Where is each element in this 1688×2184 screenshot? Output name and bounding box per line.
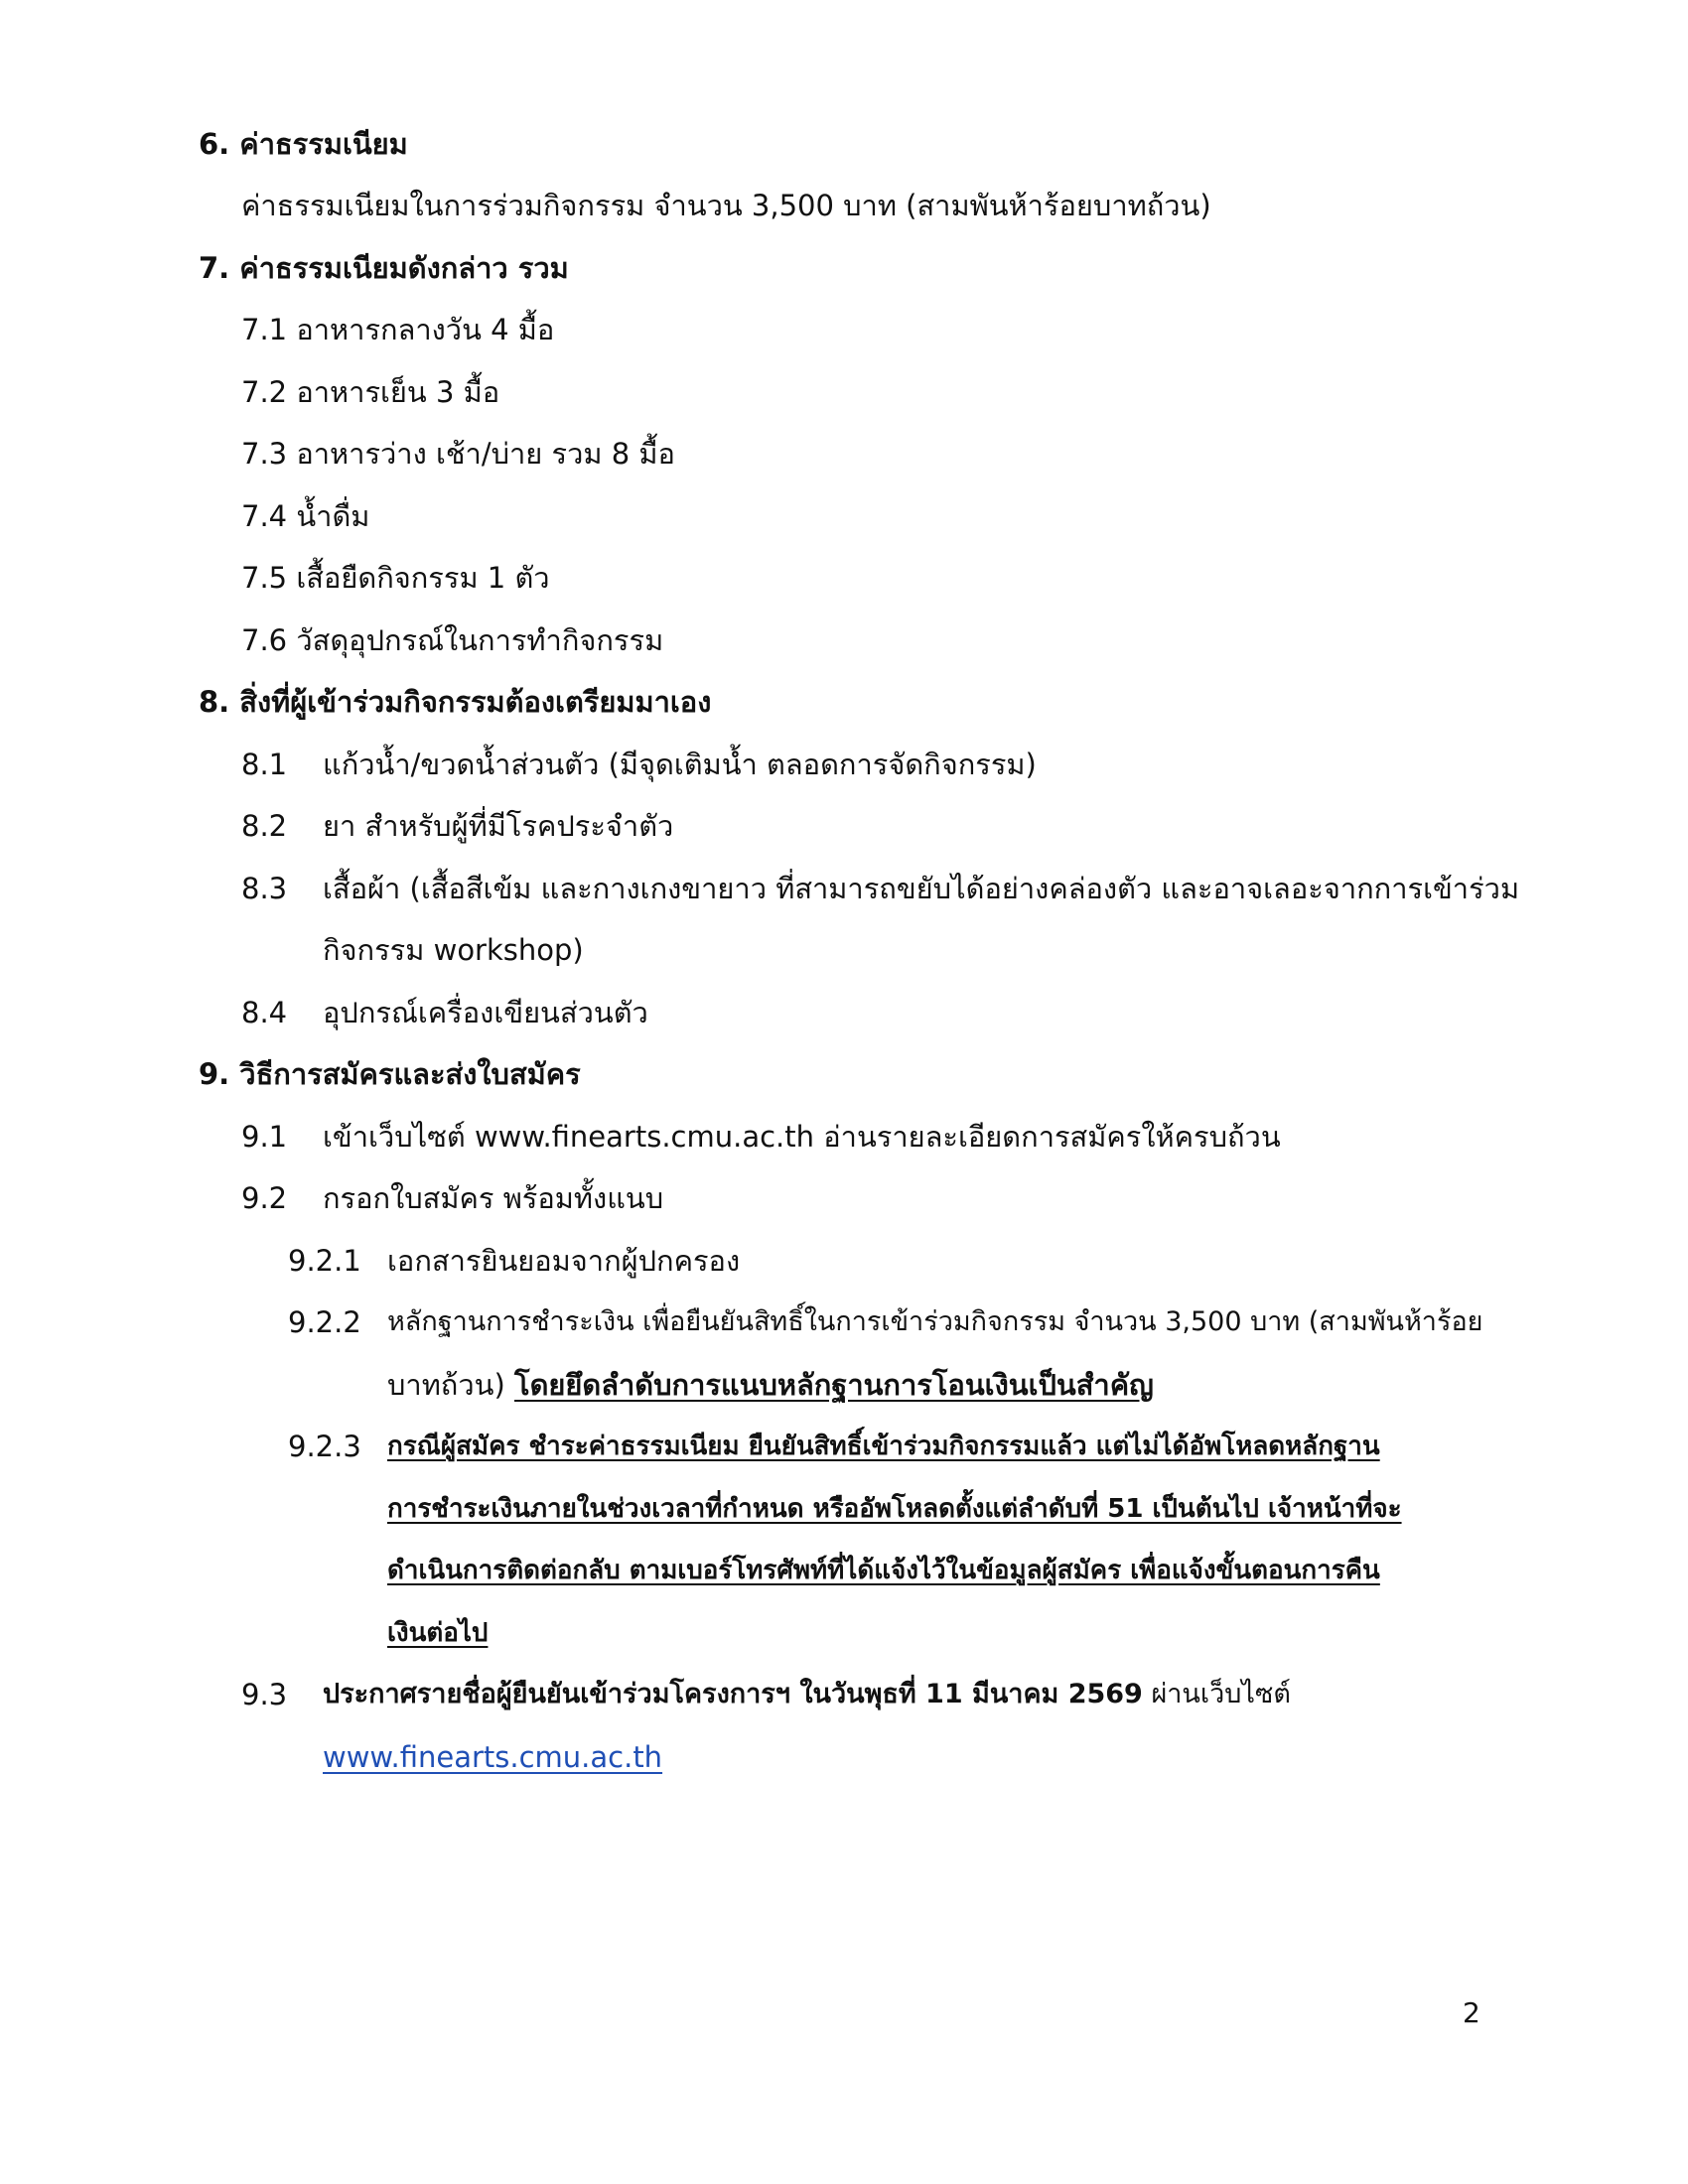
section-7-item: 7.2 อาหารเย็น 3 มื้อ: [241, 375, 500, 409]
section-7-item: 7.1 อาหารกลางวัน 4 มื้อ: [241, 313, 555, 346]
item-9-1-text: [323, 1117, 1281, 1157]
section-7-heading: 7. ค่าธรรมเนียมดังกล่าว รวม: [199, 251, 569, 285]
section-6-text: ค่าธรรมเนียมในการร่วมกิจกรรม จำนวน 3,500 บาท (สามพันห้าร้อยบาทถ้วน): [241, 189, 1211, 222]
item-9-2-3-text: กรณีผู้สมัคร ชำระค่าธรรมเนียม ยืนยันสิทธิ์เข้าร่วมกิจกรรมแล้ว แต่ไม่ได้อัพโหลดหลักฐาน: [387, 1432, 1380, 1461]
item-9-1-post: อ่านรายละเอียดการสมัครให้ครบถ้วน: [814, 1120, 1281, 1154]
section-7-item: 7.6 วัสดุอุปกรณ์ในการทำกิจกรรม: [241, 623, 664, 657]
section-8-item-text: ยา สำหรับผู้ที่มีโรคประจำตัว: [323, 809, 674, 843]
item-9-2-3-text: การชำระเงินภายในช่วงเวลาที่กำหนด หรืออัพโหลดตั้งแต่ลำดับที่ 51 เป็นต้นไป เจ้าหน้าที่จะ: [387, 1494, 1402, 1524]
item-9-2-3-text: ดำเนินการติดต่อกลับ ตามเบอร์โทรศัพท์ที่ได้แจ้งไว้ในข้อมูลผู้สมัคร เพื่อแจ้งขั้นตอนการคืน: [387, 1556, 1380, 1585]
section-7-item: 7.3 อาหารว่าง เช้า/บ่าย รวม 8 มื้อ: [241, 437, 675, 471]
item-9-2-2-emphasis: โดยยึดลำดับการแนบหลักฐานการโอนเงินเป็นสำคัญ: [514, 1368, 1154, 1402]
item-9-2-2-pre: บาทถ้วน): [387, 1368, 515, 1402]
section-8-item-number: 8.4: [241, 996, 288, 1029]
item-9-1-pre: เข้าเว็บไซต์: [323, 1120, 475, 1154]
item-9-2-3-number: 9.2.3: [288, 1430, 361, 1463]
section-8-item-number: 8.2: [241, 809, 288, 843]
section-8-item-number: 8.1: [241, 748, 288, 781]
item-9-2-2-number: 9.2.2: [288, 1305, 361, 1339]
section-8-item-text: แก้วน้ำ/ขวดน้ำส่วนตัว (มีจุดเติมน้ำ ตลอดการจัดกิจกรรม): [323, 748, 1037, 781]
website-link-text[interactable]: www.finearts.cmu.ac.th: [323, 1740, 663, 1774]
item-9-2-number: 9.2: [241, 1181, 288, 1215]
section-8-heading: 8. สิ่งที่ผู้เข้าร่วมกิจกรรมต้องเตรียมมาเอง: [199, 685, 712, 719]
item-9-2-2-text-continued: [387, 1365, 1154, 1405]
section-9-heading: 9. วิธีการสมัครและส่งใบสมัคร: [199, 1057, 581, 1091]
section-8-item-text-continued: กิจกรรม workshop): [323, 933, 584, 967]
item-9-3-number: 9.3: [241, 1678, 288, 1711]
item-9-1-number: 9.1: [241, 1120, 288, 1154]
item-9-2-text: กรอกใบสมัคร พร้อมทั้งแนบ: [323, 1181, 664, 1215]
section-7-item: 7.4 น้ำดื่ม: [241, 499, 370, 533]
section-6-heading: 6. ค่าธรรมเนียม: [199, 127, 408, 161]
item-9-2-3-text: เงินต่อไป: [387, 1618, 489, 1648]
section-8-item-number: 8.3: [241, 872, 288, 905]
item-9-3-announcement: ประกาศรายชื่อผู้ยืนยันเข้าร่วมโครงการฯ ในวันพุธที่ 11 มีนาคม 2569: [323, 1679, 1143, 1709]
section-8-item-text: อุปกรณ์เครื่องเขียนส่วนตัว: [323, 996, 648, 1029]
page-number: 2: [1463, 1996, 1480, 2029]
section-8-item-text: เสื้อผ้า (เสื้อสีเข้ม และกางเกงขายาว ที่สามารถขยับได้อย่างคล่องตัว และอาจเลอะจากการเข้าร่วม: [323, 872, 1520, 905]
website-text: www.finearts.cmu.ac.th: [474, 1120, 815, 1154]
item-9-2-1-text: เอกสารยินยอมจากผู้ปกครอง: [387, 1244, 741, 1278]
item-9-3-text: [323, 1675, 1291, 1714]
item-9-2-2-text: หลักฐานการชำระเงิน เพื่อยืนยันสิทธิ์ในการเข้าร่วมกิจกรรม จำนวน 3,500 บาท (สามพันห้าร้อย: [387, 1306, 1483, 1337]
item-9-3-post: ผ่านเว็บไซต์: [1142, 1679, 1291, 1709]
section-7-item: 7.5 เสื้อยืดกิจกรรม 1 ตัว: [241, 561, 550, 595]
item-9-2-1-number: 9.2.1: [288, 1244, 361, 1278]
website-link[interactable]: [323, 1737, 662, 1777]
